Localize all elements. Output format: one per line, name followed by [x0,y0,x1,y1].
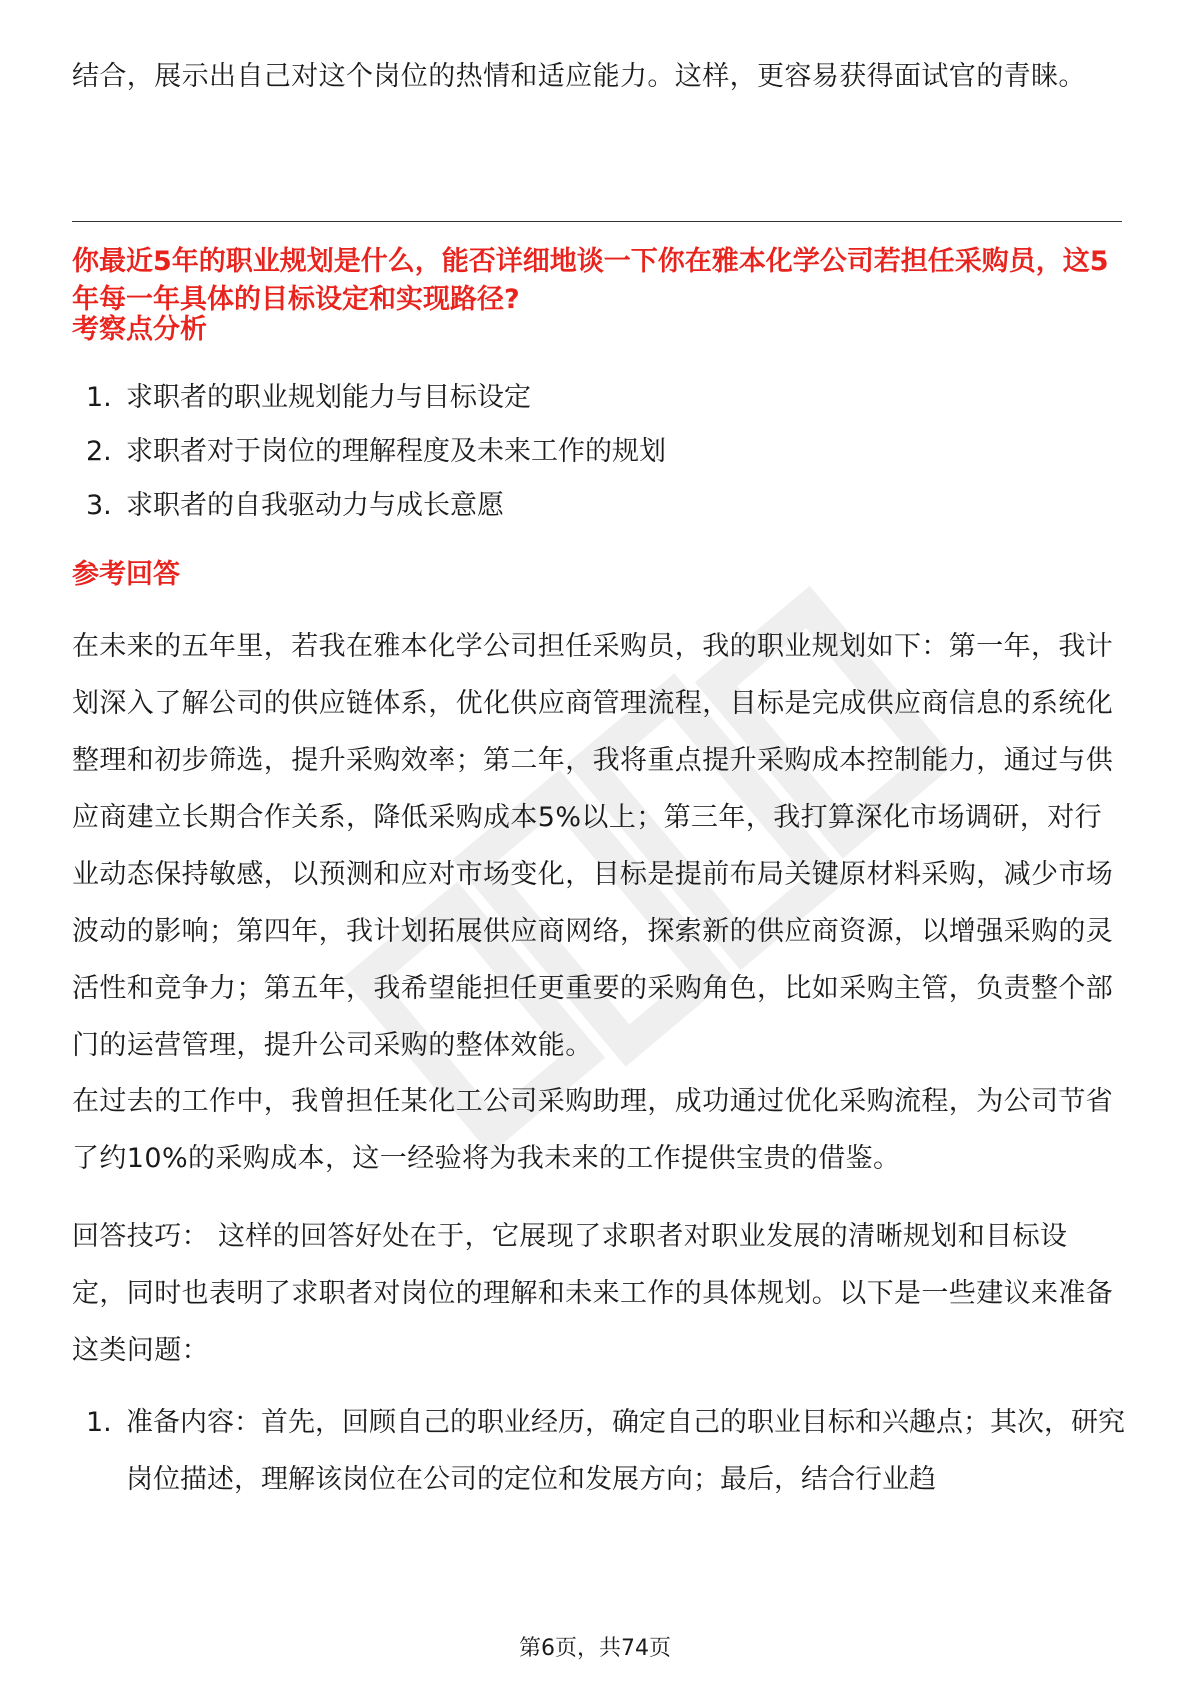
list-text: 求职者的职业规划能力与目标设定 [126,382,531,413]
list-number: 3. [86,490,112,521]
experience-paragraph: 在过去的工作中，我曾担任某化工公司采购助理，成功通过优化采购流程，为公司节省了约10%的采购成本，这一经验将为我未来的工作提供宝贵的借鉴。 [72,1086,1114,1174]
interview-question: 你最近5年的职业规划是什么，能否详细地谈一下你在雅本化学公司若担任采购员，这5年每一年具体的目标设定和实现路径? [72,246,1109,315]
section-divider [72,221,1122,222]
page-footer: 第6页，共74页 [519,1636,671,1661]
answer-paragraph: 在未来的五年里，若我在雅本化学公司担任采购员，我的职业规划如下：第一年，我计划深入了解公司的供应链体系，优化供应商管理流程，目标是完成供应商信息的系统化整理和初步筛选，提升采购效率；第二年，我将重点提升采购成本控制能力，通过与供应商建立长期合作关系，降低采购成本5%以上；第三年，我打算深化市场调研，对行业动态保持敏感，以预测和应对市场变化，目标是提前布局关键原材料采购，减少市场波动的影响；第四年，我计划拓展供应商网络，探索新的供应商资源，以增强采购的灵活性和竞争力；第五年，我希望能担任更重要的采购角色，比如采购主管，负责整个部门的运营管理，提升公司采购的整体效能。 [72,631,1114,1061]
list-text: 准备内容：首先，回顾自己的职业经历，确定自己的职业目标和兴趣点；其次，研究岗位描述，理解该岗位在公司的定位和发展方向；最后，结合行业趋 [126,1407,1125,1495]
answer-heading: 参考回答 [72,559,180,590]
list-number: 1. [86,1407,112,1438]
analysis-item [86,378,1126,418]
list-number: 1. [86,382,112,413]
list-text: 求职者的自我驱动力与成长意愿 [126,490,504,521]
list-text: 求职者对于岗位的理解程度及未来工作的规划 [126,436,666,467]
intro-paragraph-tail: 结合，展示出自己对这个岗位的热情和适应能力。这样，更容易获得面试官的青睐。 [72,61,1086,92]
tips-intro-paragraph: 回答技巧： 这样的回答好处在于，它展现了求职者对职业发展的清晰规划和目标设定，同时也表明了求职者对岗位的理解和未来工作的具体规划。以下是一些建议来准备这类问题： [72,1221,1114,1366]
analysis-item [86,486,1126,526]
analysis-heading: 考察点分析 [72,314,207,345]
list-number: 2. [86,436,112,467]
analysis-item [86,432,1126,472]
tip-item [86,1394,1126,1508]
